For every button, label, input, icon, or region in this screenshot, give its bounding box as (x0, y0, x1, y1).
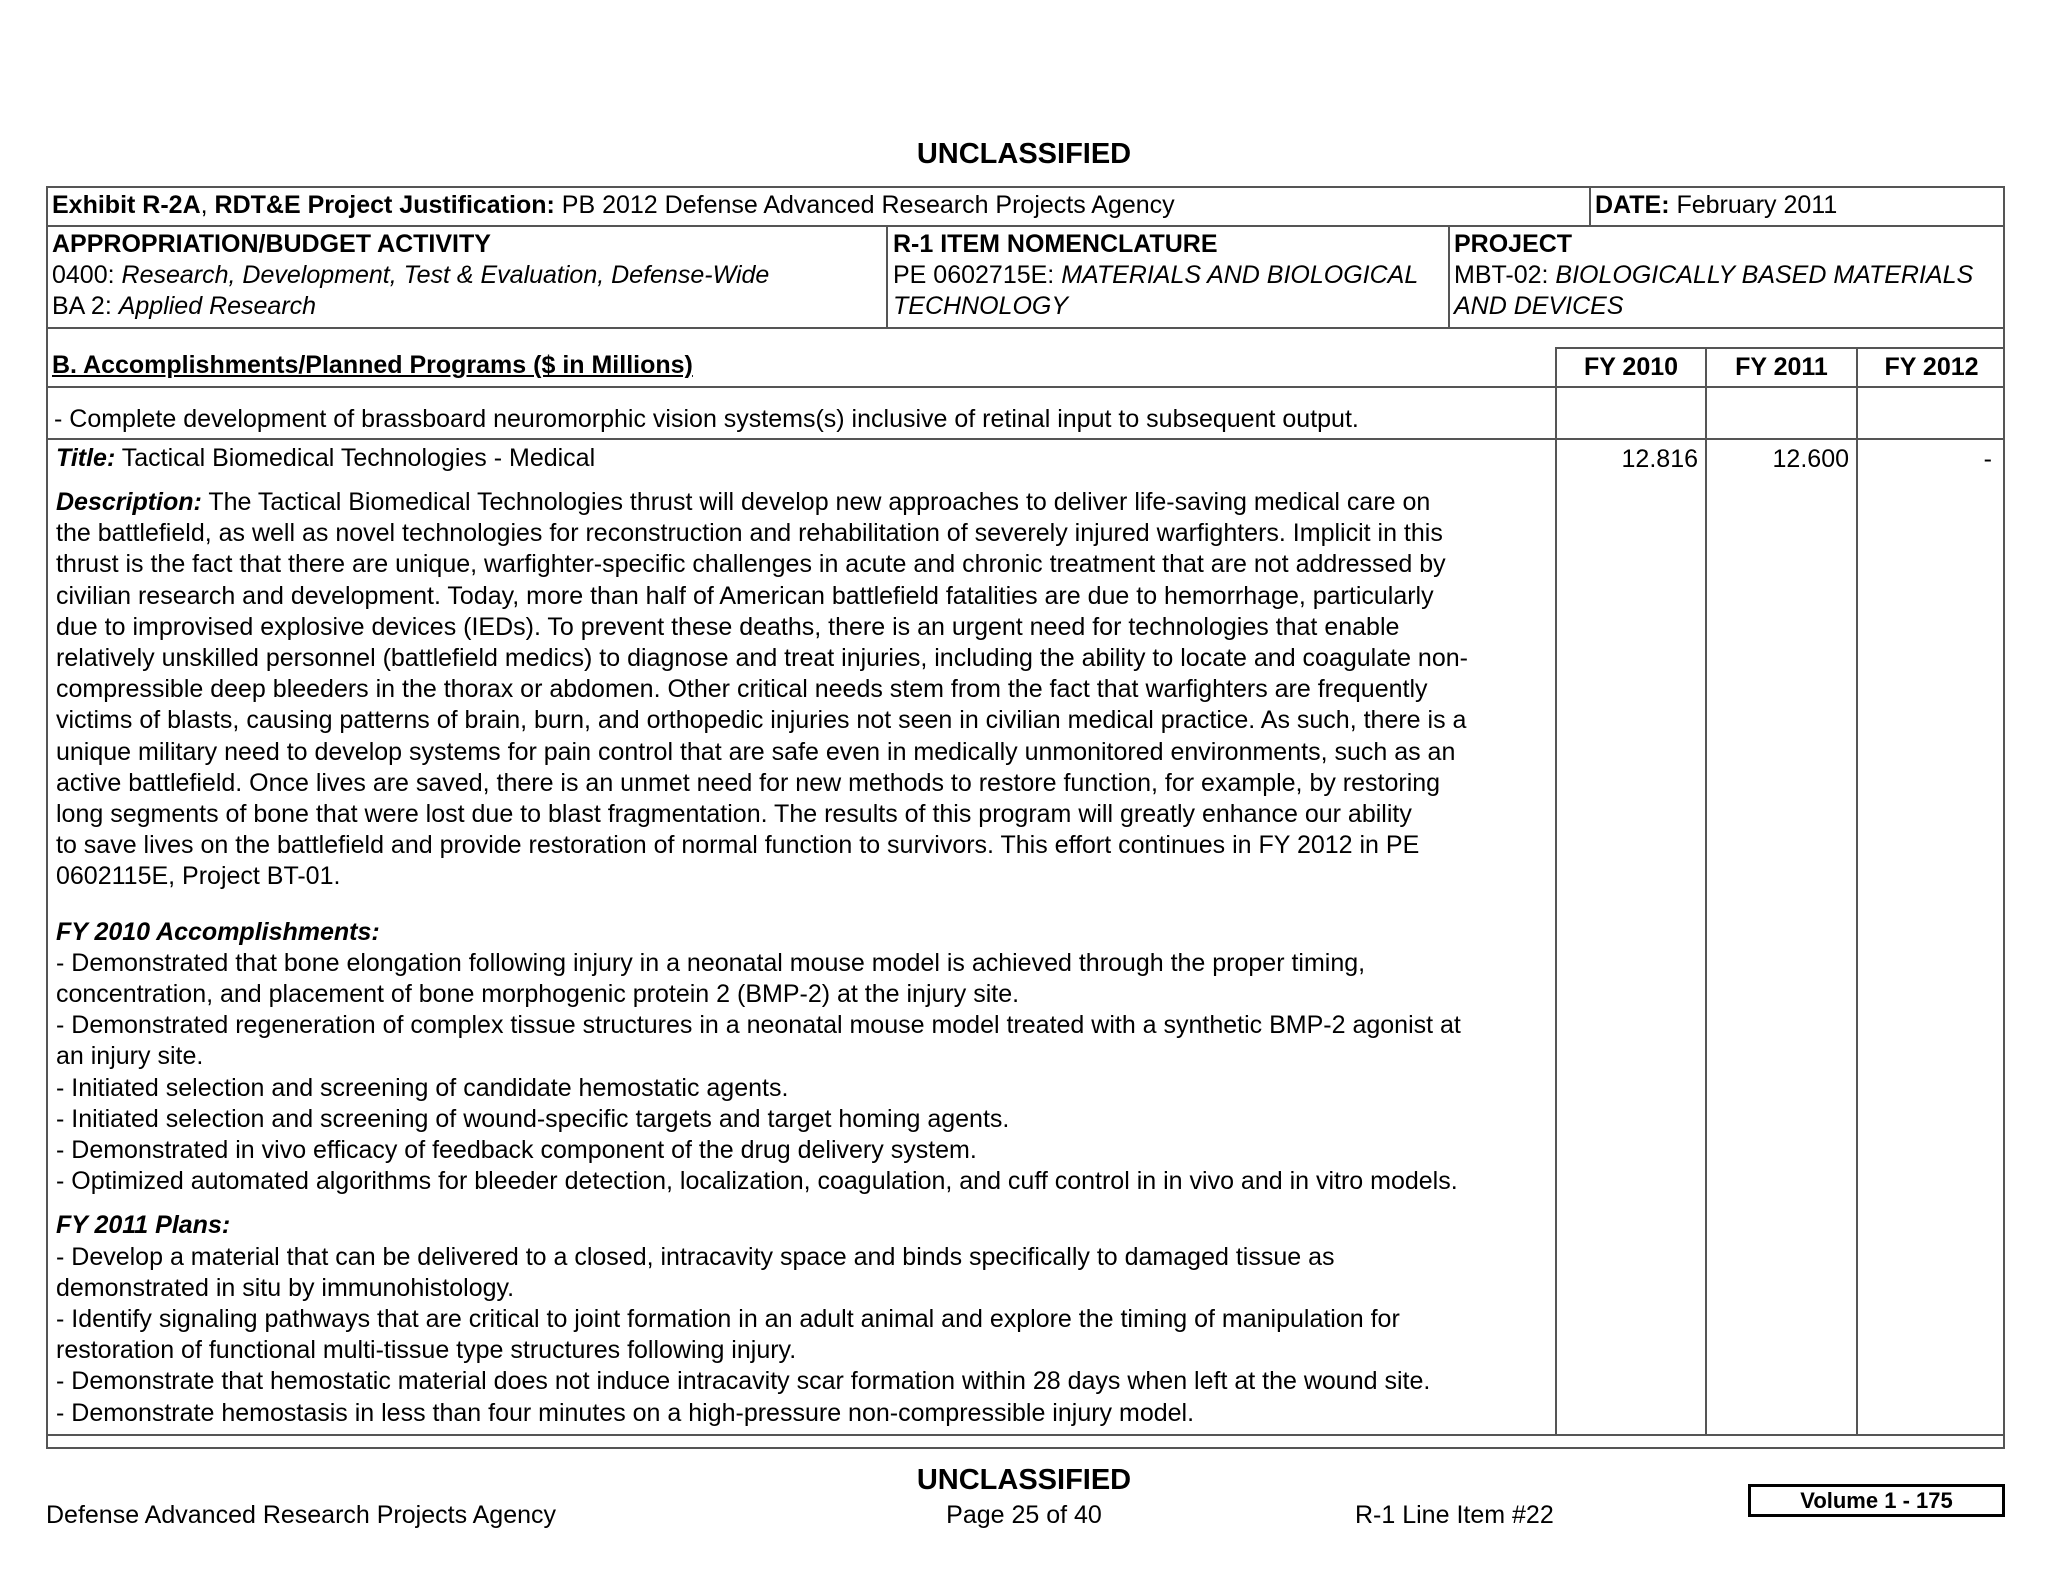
fy2011-line-0: - Develop a material that can be delivered to a closed, intracavity space and binds specifically to damaged tissue as (56, 1242, 1335, 1271)
description-line-10: long segments of bone that were lost due to blast fragmentation. The results of this program will greatly enhance our ability (56, 800, 1412, 829)
classification-bottom: UNCLASSIFIED (916, 1464, 1132, 1496)
fy2010-line-6: - Demonstrated in vivo efficacy of feedback component of the drug delivery system. (56, 1136, 977, 1165)
description-line-12: 0602115E, Project BT-01. (56, 862, 341, 891)
header-rule (46, 386, 2005, 388)
budget-activity-code: BA 2: (52, 292, 119, 320)
fy2011-line-4: - Demonstrate that hemostatic material does not induce intracavity scar formation within 28 days when left at the wound site. (56, 1367, 1431, 1396)
column-header-fy2010: FY 2010 (1583, 353, 1679, 381)
value-fy2012: - (1983, 445, 1992, 473)
footer-volume-box: Volume 1 - 175 (1748, 1484, 2005, 1517)
table-bottom-rule (46, 1434, 2005, 1436)
r1-item-code: PE 0602715E: (893, 261, 1062, 289)
footer-page-number: Page 25 of 40 (946, 1501, 1102, 1529)
prior-row-rule (46, 438, 2005, 440)
fy2010-line-5: - Initiated selection and screening of wound-specific targets and target homing agents. (56, 1104, 1010, 1133)
value-fy2011: 12.600 (1772, 445, 1849, 473)
r1-item-block (893, 229, 1418, 322)
project-value-line2: AND DEVICES (1454, 292, 1624, 320)
classification-top: UNCLASSIFIED (916, 138, 1132, 170)
description-line-3: civilian research and development. Today, more than half of American battlefield fatalities are due to hemorrhage, particularly (56, 581, 1434, 610)
description-line-5: relatively unskilled personnel (battlefield medics) to diagnose and treat injuries, including the ability to locate and coagulate non- (56, 644, 1468, 673)
description-line-0: The Tactical Biomedical Technologies thrust will develop new approaches to deliver life-saving medical care on (201, 488, 1431, 516)
program-title (56, 443, 595, 474)
fy2010-heading: FY 2010 Accomplishments: (56, 917, 380, 946)
footer-agency: Defense Advanced Research Projects Agency (46, 1501, 557, 1529)
appropriation-label: APPROPRIATION/BUDGET ACTIVITY (52, 230, 491, 258)
program-title-label: Title: (56, 444, 116, 472)
appropriation-value: Research, Development, Test & Evaluation, Defense-Wide (121, 261, 770, 289)
fy2010-line-2: - Demonstrated regeneration of complex tissue structures in a neonatal mouse model treated with a synthetic BMP-2 agonist at (56, 1011, 1461, 1040)
r1-divider (886, 225, 888, 329)
prior-row-text: - Complete development of brassboard neuromorphic vision systems(s) inclusive of retinal input to subsequent output. (54, 405, 1359, 433)
project-value-line1: BIOLOGICALLY BASED MATERIALS (1555, 261, 1974, 289)
description-line-7: victims of blasts, causing patterns of brain, burn, and orthopedic injuries not seen in civilian medical practice. As such, there is a (56, 706, 1467, 735)
description-line-11: to save lives on the battlefield and provide restoration of normal function to survivors. This effort continues in FY 2012 in PE (56, 831, 1420, 860)
fy2011-line-3: restoration of functional multi-tissue type structures following injury. (56, 1336, 797, 1365)
fy2011-line-1: demonstrated in situ by immunohistology. (56, 1273, 515, 1302)
project-code: MBT-02: (1454, 261, 1556, 289)
project-divider (1448, 225, 1450, 329)
exhibit-title (52, 190, 1175, 221)
footer-line-item: R-1 Line Item #22 (1355, 1501, 1554, 1529)
description-line-6: compressible deep bleeders in the thorax or abdomen. Other critical needs stem from the fact that warfighters are frequently (56, 675, 1428, 704)
date-divider (1589, 186, 1591, 227)
column-divider-fy2012 (1856, 347, 1858, 1436)
appropriation-code: 0400: (52, 261, 122, 289)
r1-item-value-line1: MATERIALS AND BIOLOGICAL (1061, 261, 1419, 289)
fy2011-line-5: - Demonstrate hemostasis in less than four minutes on a high-pressure non-compressible injury model. (56, 1398, 1195, 1427)
description-line-2: thrust is the fact that there are unique, warfighter-specific challenges in acute and chronic treatment that are not addressed by (56, 550, 1446, 579)
date-field (1595, 190, 1837, 221)
column-header-fy2012: FY 2012 (1884, 353, 1979, 381)
value-fy2010: 12.816 (1621, 445, 1698, 473)
budget-activity-value: Applied Research (118, 292, 317, 320)
date-label: DATE: (1595, 191, 1670, 219)
fy2010-line-3: an injury site. (56, 1042, 204, 1071)
fy2010-line-4: - Initiated selection and screening of candidate hemostatic agents. (56, 1073, 789, 1102)
program-title-value: Tactical Biomedical Technologies - Medical (115, 444, 596, 472)
project-block (1454, 229, 1973, 322)
description-label: Description: (56, 488, 202, 516)
column-divider-fy2010 (1555, 347, 1557, 1436)
exhibit-label: Exhibit R-2A (52, 191, 201, 219)
fy2011-line-2: - Identify signaling pathways that are critical to joint formation in an adult animal and explore the timing of manipulation for (56, 1305, 1400, 1334)
r1-item-value-line2: TECHNOLOGY (893, 292, 1069, 320)
appropriation-block (52, 229, 769, 322)
description-line-1: the battlefield, as well as novel technologies for reconstruction and rehabilitation of severely injured warfighters. Implicit in this (56, 519, 1443, 548)
fy2010-line-1: concentration, and placement of bone morphogenic protein 2 (BMP-2) at the injury site. (56, 980, 1020, 1009)
date-value: February 2011 (1669, 191, 1838, 219)
program-body (56, 487, 1468, 1429)
description-line-9: active battlefield. Once lives are saved, there is an unmet need for new methods to restore function, for example, by restoring (56, 768, 1441, 797)
column-header-fy2011: FY 2011 (1735, 353, 1828, 381)
column-header-top (1555, 347, 2005, 349)
justification-label: RDT&E Project Justification: (214, 191, 555, 219)
column-divider-fy2011 (1705, 347, 1707, 1436)
description-line-8: unique military need to develop systems for pain control that are safe even in medically unmonitored environments, such as an (56, 737, 1456, 766)
section-title: B. Accomplishments/Planned Programs ($ in Millions) (52, 351, 693, 379)
fy2010-line-7: - Optimized automated algorithms for bleeder detection, localization, coagulation, and cuff control in in vivo and in vitro models. (56, 1167, 1458, 1196)
description-line (56, 487, 1468, 518)
description-line-4: due to improvised explosive devices (IEDs). To prevent these deaths, there is an urgent need for technologies that enable (56, 612, 1400, 641)
exhibit-sep: , (200, 191, 215, 219)
project-label: PROJECT (1454, 230, 1573, 258)
fy2010-line-0: - Demonstrated that bone elongation following injury in a neonatal mouse model is achieved through the proper timing, (56, 948, 1366, 977)
r1-item-label: R-1 ITEM NOMENCLATURE (893, 230, 1218, 258)
justification-value: PB 2012 Defense Advanced Research Projects Agency (554, 191, 1175, 219)
fy2011-heading: FY 2011 Plans: (56, 1211, 231, 1240)
